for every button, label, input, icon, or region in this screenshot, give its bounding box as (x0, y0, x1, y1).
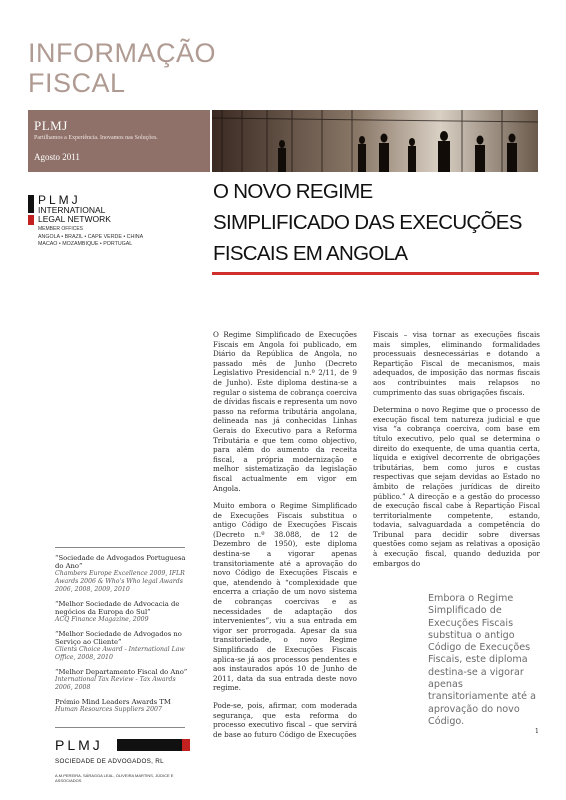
award-item (55, 600, 195, 624)
network-name (38, 206, 111, 224)
paragraph: O Regime Simplificado de Execuções Fiscais em Angola foi publicado, em Diário da República de Angola, no passado mês de Junho (Decreto Legislativo Presidencial n.º 2/11, de 9 de Junho). Este diploma destina-se a regular o sistema de cobrança coerciva de dívidas fiscais e representa um novo passo na reforma tributária angolana, delineada nas já conhecidas Linhas Gerais do Executivo para a Reforma Tributária e que tem como objectivo, para além do aumento da receita fiscal, a própria modernização e melhor sistematização da legislação fiscal actualmente em vigor em Angola. (213, 330, 357, 493)
award-item (55, 668, 195, 692)
footer-firm-name: SOCIEDADE DE ADVOGADOS, RL (55, 758, 164, 765)
network-logo (28, 195, 198, 257)
footer-logo-text: PLMJ (55, 737, 103, 753)
award-title: “Melhor Sociedade de Advogados no Serviço ao Cliente” (55, 630, 182, 646)
paragraph: Pode-se, pois, afirmar, com moderada segurança, que esta reforma do processo executivo fiscal – que servirá de base ao futuro Código de Execuções (213, 700, 357, 739)
article-column-2 (373, 330, 540, 576)
awards-divider-bottom (55, 727, 185, 728)
header-photo (212, 110, 538, 172)
awards-list (55, 554, 195, 720)
article-title (213, 176, 543, 269)
issue-date: Agosto 2011 (34, 152, 80, 162)
paragraph: Muito embora o Regime Simplificado de Execuções Fiscais substitua o antigo Código de Execuções Fiscais (Decreto n.º 38.088, de 12 de Dezembro de 1950), este diploma destina-se a vigorar apenas transitoriamente até a aprovação do novo Código de Execuções Fiscais e que, atendendo à “complexidade que encerra a criação de um novo sistema de cobranças coercivas e as necessidades de adaptação dos intervenientes”, viu a sua entrada em vigor ser prorrogada. Apesar da sua transitoriedade, o novo Regime Simplificado de Execuções Fiscais aplica-se já aos processos pendentes e aos instaurados após 10 de Junho de 2011, data da sua entrada deste novo regime. (213, 501, 357, 693)
awards-divider-top (55, 547, 185, 548)
network-name-line1: INTERNATIONAL (38, 205, 106, 215)
newsletter-title-line2: FISCAL (28, 68, 126, 98)
paragraph: Determina o novo Regime que o processo de execução fiscal tem natureza judicial e que visa “a cobrança coerciva, com base em título executivo, pelo qual se determina o direito do exequente, de uma quantia certa, líquida e exigível decorrente de obrigações tributárias, bem como juros e custas respectivas que sejam devidas ao Estado no âmbito de relações jurídicas de direito público.” A direcção e a gestão do processo de execução fiscal cabe à Repartição Fiscal territorialmente competente, estando, todavia, salvaguardada a competência do Tribunal para decidir sobre diversas questões como sejam as relativas a oposição à execução fiscal, quando deduzida por embargos do (373, 405, 540, 568)
award-title: “Melhor Sociedade de Advocacia de negócios da Europa do Sul” (55, 600, 180, 616)
award-source: Clients Choice Award - International Law Office, 2008, 2010 (55, 646, 185, 661)
award-item (55, 630, 195, 662)
title-rule (212, 272, 539, 275)
cities-line2: MACAO • MOZAMBIQUE • PORTUGAL (38, 241, 133, 247)
footer-partners: A.M.PEREIRA, SÁRAGGA LEAL, OLIVEIRA MARTINS, JÚDICE E ASSOCIADOS (55, 773, 174, 783)
member-offices-list (38, 234, 143, 248)
pull-quote: Embora o Regime Simplificado de Execuções Fiscais substitua o antigo Código de Execuções Fiscais, este diploma destina-se a vigorar apenas transitoriamente até a aprovação do novo Código. (428, 593, 536, 727)
brand-name: PLMJ (34, 118, 68, 133)
award-item (55, 698, 195, 714)
award-source: ACQ Finance Magazine, 2009 (55, 616, 149, 623)
article-title-line2: SIMPLIFICADO DAS EXECUÇÕES (213, 211, 522, 234)
award-source: Chambers Europe Excellence 2009, IFLR Awards 2006 & Who's Who legal Awards 2006, 2008, 2009, 2010 (55, 570, 185, 593)
footer-logo (55, 737, 205, 792)
award-source: Human Resources Suppliers 2007 (55, 706, 162, 713)
footer-logo-bar-red (182, 739, 190, 751)
paragraph: Fiscais – visa tornar as execuções fiscais mais simples, eliminando formalidades processuais desnecessárias e dotando a Repartição Fiscal de mecanismos, mais adequados, de imposição das normas fiscais aos contribuintes mais relapsos no cumprimento das suas obrigações fiscais. (373, 330, 540, 397)
network-name-line2: LEGAL NETWORK (38, 214, 111, 224)
newsletter-title (28, 38, 216, 98)
logo-mark-black (28, 195, 34, 213)
footer-logo-bar-black (117, 739, 182, 751)
award-title: “Melhor Departamento Fiscal do Ano” (55, 668, 188, 676)
member-offices-label: MEMBER OFFICES (38, 226, 84, 232)
award-title: Prémio Mind Leaders Awards TM (55, 698, 171, 706)
cities-line1: ANGOLA • BRAZIL • CAPE VERDE • CHINA (38, 234, 144, 240)
logo-mark-red (28, 215, 34, 225)
page-number: 1 (535, 728, 539, 735)
award-source: International Tax Review - Tax Awards 2006, 2008 (55, 676, 176, 691)
article-title-line1: O NOVO REGIME (213, 180, 373, 203)
award-item (55, 554, 195, 594)
brand-banner (28, 110, 210, 172)
network-logo-text: PLMJ (38, 193, 81, 207)
newsletter-title-line1: INFORMAÇÃO (28, 38, 217, 68)
award-title: “Sociedade de Advogados Portuguesa do Ano” (55, 554, 186, 570)
article-title-line3: FISCAIS EM ANGOLA (213, 242, 408, 265)
article-column-1 (213, 330, 357, 747)
brand-tagline: Partilhamos a Experiência. Inovamos nas Soluções. (34, 135, 158, 141)
